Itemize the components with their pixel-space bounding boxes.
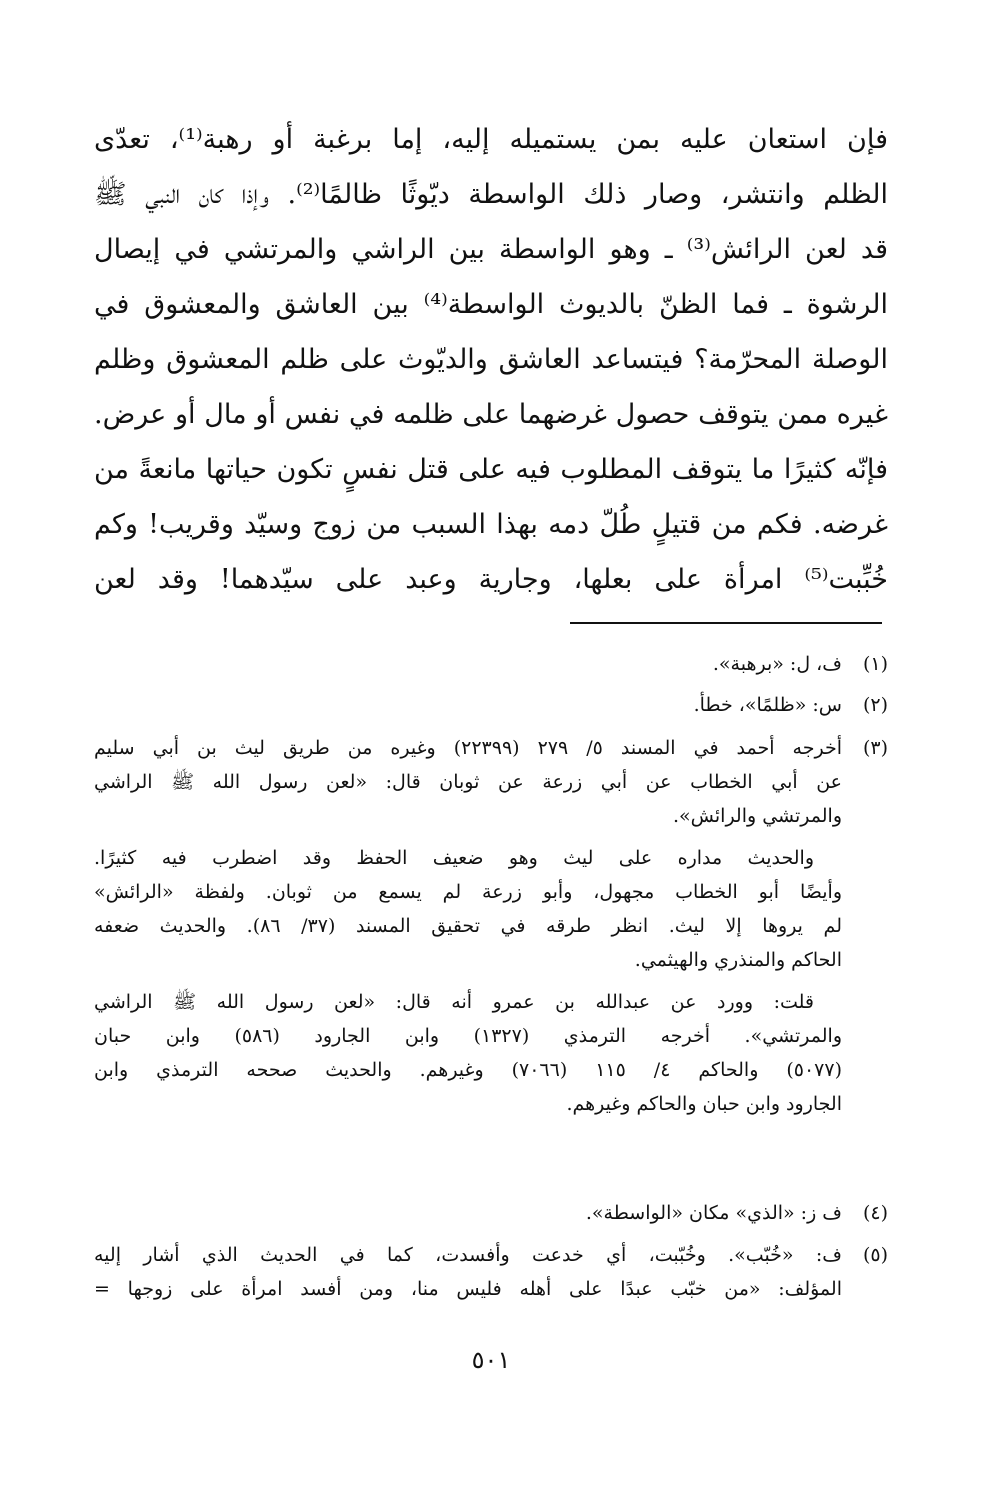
footnote-line: الجارود وابن حبان والحاكم وغيرهم.: [566, 1093, 842, 1115]
footnote-5: [94, 1238, 888, 1306]
main-line: خُبِّبت⁽⁵⁾ امرأة على بعلها، وجارية وعبد على سيّدهما! وقد لعن: [94, 564, 888, 595]
main-line: فإن استعان عليه بمن يستميله إليه، إما برغبة أو رهبة⁽¹⁾، تعدّى: [94, 124, 888, 155]
footnote-separator: [570, 622, 882, 624]
footnote-number: (١): [862, 653, 888, 675]
footnote-4: [94, 1196, 888, 1230]
footnote-3: [94, 731, 888, 1121]
footnote-2: [94, 688, 888, 722]
footnote-line: وأيضًا أبو الخطاب مجهول، وأبو زرعة لم يسمع من ثوبان. ولفظة «الرائش»: [94, 881, 842, 903]
main-line: الرشوة ـ فما الظنّ بالديوث الواسطة⁽⁴⁾ بين العاشق والمعشوق في: [94, 289, 888, 320]
footnote-line: س: «ظلمًا»، خطأ.: [693, 694, 842, 716]
footnote-line: (٥٠٧٧) والحاكم ٤/ ١١٥ (٧٠٦٦) وغيرهم. والحديث صححه الترمذي وابن: [94, 1059, 842, 1081]
main-line: فإنّه كثيرًا ما يتوقف المطلوب فيه على قتل نفسٍ تكون حياتها مانعةً من: [94, 454, 888, 485]
footnote-line: عن أبي الخطاب عن أبي زرعة عن ثوبان قال: «لعن رسول الله ﷺ الراشي: [94, 771, 842, 793]
main-line: غرضه. فكم من قتيلٍ طُلّ دمه بهذا السبب من زوج وسيّد وقريب! وكم: [94, 509, 888, 540]
footnote-line: ف، ل: «برهبة».: [712, 653, 842, 675]
footnote-line: أخرجه أحمد في المسند ٥/ ٢٧٩ (٢٢٣٩٩) وغيره من طريق ليث بن أبي سليم: [94, 737, 842, 759]
footnote-number: (٢): [862, 694, 888, 716]
footnote-number: (٤): [862, 1202, 888, 1224]
main-text: [94, 112, 888, 607]
footnote-line: قلت: وورد عن عبدالله بن عمرو أنه قال: «لعن رسول الله ﷺ الراشي: [94, 991, 814, 1013]
main-line: الظلم وانتشر، وصار ذلك الواسطة ديّوثًا ظالمًا⁽²⁾. وإذا كان النبي ﷺ: [94, 179, 888, 210]
footnote-line: والمرتشي والرائش».: [672, 805, 842, 827]
main-line: الوصلة المحرّمة؟ فيتساعد العاشق والديّوث على ظلم المعشوق وظلم: [94, 344, 888, 375]
main-line: غيره ممن يتوقف حصول غرضهما على ظلمه في نفس أو مال أو عرض.: [94, 399, 888, 430]
footnote-number: (٥): [862, 1244, 888, 1266]
footnote-line: لم يروها إلا ليث. انظر طرقه في تحقيق المسند (٣٧/ ٨٦). والحديث ضعفه: [94, 915, 842, 937]
main-line: قد لعن الرائش⁽³⁾ ـ وهو الواسطة بين الراشي والمرتشي في إيصال: [94, 234, 888, 265]
page-number: ٥٠١: [471, 1346, 511, 1374]
footnote-line: والمرتشي». أخرجه الترمذي (١٣٢٧) وابن الجارود (٥٨٦) وابن حبان: [94, 1025, 842, 1047]
footnote-line: ف ز: «الذي» مكان «الواسطة».: [585, 1202, 842, 1224]
footnote-line: المؤلف: «من خبّب عبدًا على أهله فليس منا، ومن أفسد امرأة على زوجها =: [94, 1278, 842, 1300]
footnote-line: الحاكم والمنذري والهيثمي.: [634, 949, 842, 971]
footnote-line: ف: «خُبّب». وخُبّبت، أي خدعت وأفسدت، كما في الحديث الذي أشار إليه: [94, 1244, 842, 1266]
footnote-line: والحديث مداره على ليث وهو ضعيف الحفظ وقد اضطرب فيه كثيرًا.: [94, 847, 814, 869]
footnote-number: (٣): [862, 737, 888, 759]
footnote-1: [94, 647, 888, 681]
